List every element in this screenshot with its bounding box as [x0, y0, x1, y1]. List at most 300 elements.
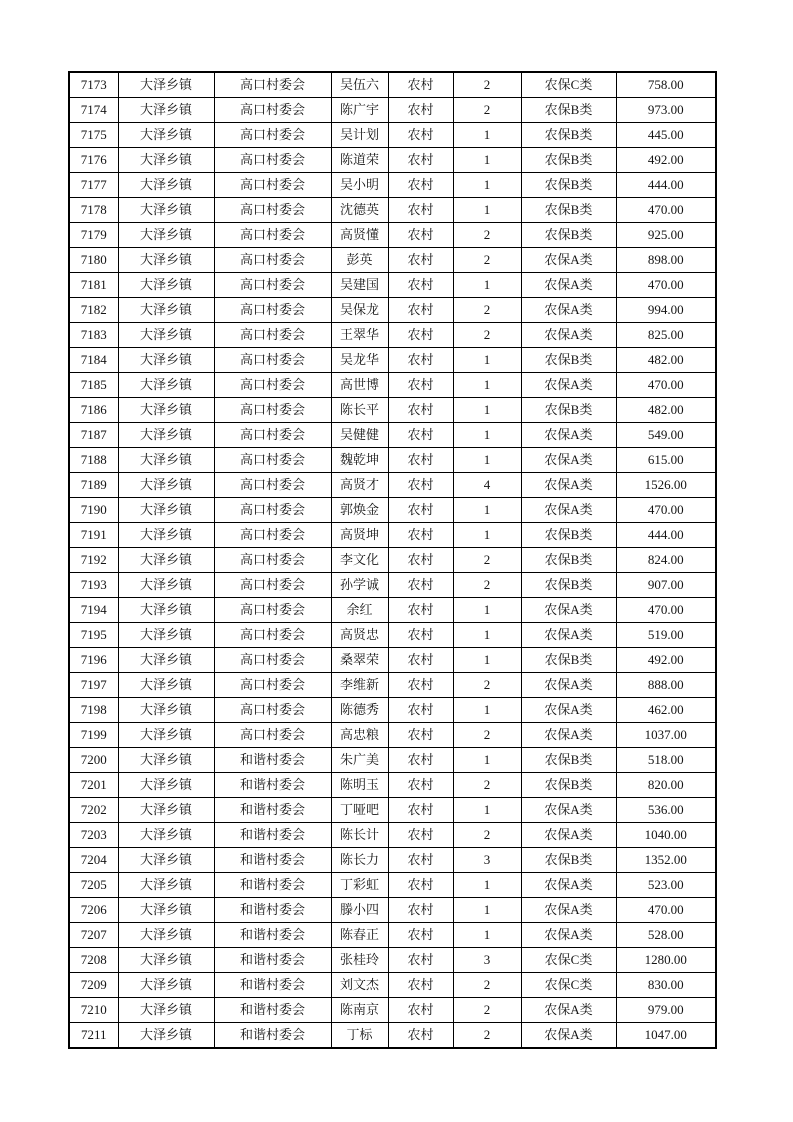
- area-type-cell: 农村: [388, 748, 453, 773]
- insurance-type-cell: 农保A类: [521, 448, 616, 473]
- person-name-cell: 陈长计: [331, 823, 388, 848]
- village-committee-cell: 高口村委会: [214, 223, 331, 248]
- person-name-cell: 陈德秀: [331, 698, 388, 723]
- person-count-cell: 2: [453, 248, 521, 273]
- area-type-cell: 农村: [388, 873, 453, 898]
- serial-number-cell: 7183: [69, 323, 118, 348]
- serial-number-cell: 7198: [69, 698, 118, 723]
- table-row: [69, 898, 716, 923]
- town-cell: 大泽乡镇: [118, 548, 214, 573]
- village-committee-cell: 高口村委会: [214, 198, 331, 223]
- amount-cell: 519.00: [616, 623, 716, 648]
- amount-cell: 549.00: [616, 423, 716, 448]
- person-count-cell: 1: [453, 148, 521, 173]
- person-name-cell: 朱广美: [331, 748, 388, 773]
- town-cell: 大泽乡镇: [118, 873, 214, 898]
- area-type-cell: 农村: [388, 698, 453, 723]
- serial-number-cell: 7189: [69, 473, 118, 498]
- person-name-cell: 张桂玲: [331, 948, 388, 973]
- serial-number-cell: 7203: [69, 823, 118, 848]
- area-type-cell: 农村: [388, 98, 453, 123]
- amount-cell: 994.00: [616, 298, 716, 323]
- serial-number-cell: 7176: [69, 148, 118, 173]
- area-type-cell: 农村: [388, 298, 453, 323]
- amount-cell: 462.00: [616, 698, 716, 723]
- village-committee-cell: 高口村委会: [214, 673, 331, 698]
- person-name-cell: 高贤坤: [331, 523, 388, 548]
- table-row: [69, 723, 716, 748]
- person-count-cell: 2: [453, 72, 521, 98]
- amount-cell: 492.00: [616, 148, 716, 173]
- table-row: [69, 973, 716, 998]
- serial-number-cell: 7201: [69, 773, 118, 798]
- person-count-cell: 2: [453, 548, 521, 573]
- village-committee-cell: 高口村委会: [214, 423, 331, 448]
- person-count-cell: 2: [453, 673, 521, 698]
- person-count-cell: 2: [453, 223, 521, 248]
- serial-number-cell: 7192: [69, 548, 118, 573]
- table-row: [69, 248, 716, 273]
- person-count-cell: 4: [453, 473, 521, 498]
- table-row: [69, 273, 716, 298]
- insurance-type-cell: 农保B类: [521, 398, 616, 423]
- serial-number-cell: 7190: [69, 498, 118, 523]
- amount-cell: 979.00: [616, 998, 716, 1023]
- area-type-cell: 农村: [388, 923, 453, 948]
- town-cell: 大泽乡镇: [118, 348, 214, 373]
- serial-number-cell: 7205: [69, 873, 118, 898]
- insurance-type-cell: 农保A类: [521, 273, 616, 298]
- insurance-type-cell: 农保B类: [521, 123, 616, 148]
- serial-number-cell: 7181: [69, 273, 118, 298]
- person-count-cell: 1: [453, 448, 521, 473]
- village-committee-cell: 和谐村委会: [214, 873, 331, 898]
- town-cell: 大泽乡镇: [118, 848, 214, 873]
- person-count-cell: 1: [453, 273, 521, 298]
- area-type-cell: 农村: [388, 198, 453, 223]
- insurance-type-cell: 农保A类: [521, 998, 616, 1023]
- person-count-cell: 2: [453, 823, 521, 848]
- person-name-cell: 吴保龙: [331, 298, 388, 323]
- table-row: [69, 648, 716, 673]
- amount-cell: 824.00: [616, 548, 716, 573]
- insurance-type-cell: 农保A类: [521, 623, 616, 648]
- area-type-cell: 农村: [388, 223, 453, 248]
- amount-cell: 536.00: [616, 798, 716, 823]
- table-row: [69, 298, 716, 323]
- person-count-cell: 1: [453, 123, 521, 148]
- insurance-type-cell: 农保A类: [521, 423, 616, 448]
- table-row: [69, 598, 716, 623]
- serial-number-cell: 7204: [69, 848, 118, 873]
- amount-cell: 523.00: [616, 873, 716, 898]
- serial-number-cell: 7202: [69, 798, 118, 823]
- area-type-cell: 农村: [388, 148, 453, 173]
- table-row: [69, 173, 716, 198]
- person-name-cell: 余红: [331, 598, 388, 623]
- village-committee-cell: 高口村委会: [214, 123, 331, 148]
- person-count-cell: 1: [453, 898, 521, 923]
- amount-cell: 470.00: [616, 373, 716, 398]
- amount-cell: 1280.00: [616, 948, 716, 973]
- amount-cell: 907.00: [616, 573, 716, 598]
- table-row: [69, 448, 716, 473]
- insurance-type-cell: 农保B类: [521, 348, 616, 373]
- village-committee-cell: 高口村委会: [214, 98, 331, 123]
- pension-payment-table: [68, 71, 717, 1049]
- village-committee-cell: 高口村委会: [214, 298, 331, 323]
- person-name-cell: 郭焕金: [331, 498, 388, 523]
- serial-number-cell: 7194: [69, 598, 118, 623]
- table-row: [69, 323, 716, 348]
- person-name-cell: 陈春正: [331, 923, 388, 948]
- village-committee-cell: 高口村委会: [214, 448, 331, 473]
- amount-cell: 482.00: [616, 348, 716, 373]
- town-cell: 大泽乡镇: [118, 298, 214, 323]
- person-name-cell: 吴健健: [331, 423, 388, 448]
- table-row: [69, 798, 716, 823]
- village-committee-cell: 高口村委会: [214, 623, 331, 648]
- table-row: [69, 473, 716, 498]
- serial-number-cell: 7174: [69, 98, 118, 123]
- table-row: [69, 98, 716, 123]
- person-name-cell: 吴龙华: [331, 348, 388, 373]
- village-committee-cell: 和谐村委会: [214, 1023, 331, 1049]
- insurance-type-cell: 农保A类: [521, 373, 616, 398]
- person-count-cell: 2: [453, 323, 521, 348]
- town-cell: 大泽乡镇: [118, 248, 214, 273]
- village-committee-cell: 高口村委会: [214, 323, 331, 348]
- town-cell: 大泽乡镇: [118, 673, 214, 698]
- village-committee-cell: 和谐村委会: [214, 973, 331, 998]
- person-name-cell: 沈德英: [331, 198, 388, 223]
- insurance-type-cell: 农保A类: [521, 1023, 616, 1049]
- person-name-cell: 王翠华: [331, 323, 388, 348]
- person-count-cell: 2: [453, 98, 521, 123]
- serial-number-cell: 7188: [69, 448, 118, 473]
- person-count-cell: 1: [453, 873, 521, 898]
- village-committee-cell: 和谐村委会: [214, 848, 331, 873]
- table-row: [69, 398, 716, 423]
- serial-number-cell: 7191: [69, 523, 118, 548]
- person-name-cell: 桑翠荣: [331, 648, 388, 673]
- person-name-cell: 丁彩虹: [331, 873, 388, 898]
- person-name-cell: 孙学诚: [331, 573, 388, 598]
- area-type-cell: 农村: [388, 373, 453, 398]
- table-row: [69, 498, 716, 523]
- table-row: [69, 373, 716, 398]
- village-committee-cell: 高口村委会: [214, 72, 331, 98]
- amount-cell: 615.00: [616, 448, 716, 473]
- town-cell: 大泽乡镇: [118, 698, 214, 723]
- village-committee-cell: 高口村委会: [214, 573, 331, 598]
- town-cell: 大泽乡镇: [118, 823, 214, 848]
- table-row: [69, 998, 716, 1023]
- person-count-cell: 1: [453, 373, 521, 398]
- insurance-type-cell: 农保A类: [521, 823, 616, 848]
- person-name-cell: 吴计划: [331, 123, 388, 148]
- person-count-cell: 2: [453, 998, 521, 1023]
- serial-number-cell: 7186: [69, 398, 118, 423]
- town-cell: 大泽乡镇: [118, 1023, 214, 1049]
- amount-cell: 1526.00: [616, 473, 716, 498]
- town-cell: 大泽乡镇: [118, 423, 214, 448]
- serial-number-cell: 7195: [69, 623, 118, 648]
- serial-number-cell: 7173: [69, 72, 118, 98]
- person-count-cell: 2: [453, 973, 521, 998]
- person-count-cell: 3: [453, 948, 521, 973]
- area-type-cell: 农村: [388, 848, 453, 873]
- person-name-cell: 吴小明: [331, 173, 388, 198]
- serial-number-cell: 7175: [69, 123, 118, 148]
- area-type-cell: 农村: [388, 72, 453, 98]
- village-committee-cell: 和谐村委会: [214, 773, 331, 798]
- person-count-cell: 2: [453, 1023, 521, 1049]
- village-committee-cell: 和谐村委会: [214, 898, 331, 923]
- area-type-cell: 农村: [388, 423, 453, 448]
- insurance-type-cell: 农保A类: [521, 298, 616, 323]
- village-committee-cell: 高口村委会: [214, 698, 331, 723]
- town-cell: 大泽乡镇: [118, 648, 214, 673]
- village-committee-cell: 高口村委会: [214, 498, 331, 523]
- table-row: [69, 223, 716, 248]
- village-committee-cell: 高口村委会: [214, 523, 331, 548]
- area-type-cell: 农村: [388, 898, 453, 923]
- amount-cell: 470.00: [616, 498, 716, 523]
- village-committee-cell: 高口村委会: [214, 273, 331, 298]
- person-count-cell: 1: [453, 498, 521, 523]
- area-type-cell: 农村: [388, 173, 453, 198]
- town-cell: 大泽乡镇: [118, 323, 214, 348]
- serial-number-cell: 7206: [69, 898, 118, 923]
- village-committee-cell: 和谐村委会: [214, 948, 331, 973]
- person-count-cell: 1: [453, 698, 521, 723]
- insurance-type-cell: 农保A类: [521, 323, 616, 348]
- insurance-type-cell: 农保A类: [521, 698, 616, 723]
- person-count-cell: 3: [453, 848, 521, 873]
- person-count-cell: 1: [453, 748, 521, 773]
- serial-number-cell: 7193: [69, 573, 118, 598]
- insurance-type-cell: 农保B类: [521, 523, 616, 548]
- serial-number-cell: 7200: [69, 748, 118, 773]
- insurance-type-cell: 农保A类: [521, 498, 616, 523]
- person-name-cell: 李文化: [331, 548, 388, 573]
- person-name-cell: 陈长力: [331, 848, 388, 873]
- insurance-type-cell: 农保A类: [521, 873, 616, 898]
- area-type-cell: 农村: [388, 348, 453, 373]
- village-committee-cell: 和谐村委会: [214, 823, 331, 848]
- person-name-cell: 陈南京: [331, 998, 388, 1023]
- town-cell: 大泽乡镇: [118, 473, 214, 498]
- amount-cell: 470.00: [616, 273, 716, 298]
- town-cell: 大泽乡镇: [118, 923, 214, 948]
- serial-number-cell: 7208: [69, 948, 118, 973]
- area-type-cell: 农村: [388, 998, 453, 1023]
- table-row: [69, 348, 716, 373]
- person-count-cell: 1: [453, 173, 521, 198]
- town-cell: 大泽乡镇: [118, 598, 214, 623]
- table-row: [69, 623, 716, 648]
- village-committee-cell: 高口村委会: [214, 348, 331, 373]
- amount-cell: 518.00: [616, 748, 716, 773]
- insurance-type-cell: 农保B类: [521, 223, 616, 248]
- person-name-cell: 高贤忠: [331, 623, 388, 648]
- table-row: [69, 423, 716, 448]
- amount-cell: 1352.00: [616, 848, 716, 873]
- insurance-type-cell: 农保C类: [521, 973, 616, 998]
- area-type-cell: 农村: [388, 248, 453, 273]
- amount-cell: 482.00: [616, 398, 716, 423]
- person-count-cell: 1: [453, 623, 521, 648]
- area-type-cell: 农村: [388, 448, 453, 473]
- insurance-type-cell: 农保A类: [521, 673, 616, 698]
- table-row: [69, 573, 716, 598]
- person-count-cell: 2: [453, 573, 521, 598]
- area-type-cell: 农村: [388, 673, 453, 698]
- insurance-type-cell: 农保A类: [521, 798, 616, 823]
- table-row: [69, 873, 716, 898]
- table-row: [69, 948, 716, 973]
- person-name-cell: 高贤才: [331, 473, 388, 498]
- town-cell: 大泽乡镇: [118, 373, 214, 398]
- village-committee-cell: 高口村委会: [214, 148, 331, 173]
- person-count-cell: 1: [453, 598, 521, 623]
- area-type-cell: 农村: [388, 473, 453, 498]
- table-row: [69, 548, 716, 573]
- amount-cell: 470.00: [616, 898, 716, 923]
- serial-number-cell: 7211: [69, 1023, 118, 1049]
- person-count-cell: 2: [453, 298, 521, 323]
- serial-number-cell: 7196: [69, 648, 118, 673]
- town-cell: 大泽乡镇: [118, 998, 214, 1023]
- insurance-type-cell: 农保A类: [521, 723, 616, 748]
- village-committee-cell: 高口村委会: [214, 548, 331, 573]
- amount-cell: 925.00: [616, 223, 716, 248]
- amount-cell: 528.00: [616, 923, 716, 948]
- insurance-type-cell: 农保A类: [521, 473, 616, 498]
- town-cell: 大泽乡镇: [118, 173, 214, 198]
- amount-cell: 470.00: [616, 598, 716, 623]
- town-cell: 大泽乡镇: [118, 123, 214, 148]
- insurance-type-cell: 农保B类: [521, 548, 616, 573]
- insurance-type-cell: 农保B类: [521, 173, 616, 198]
- area-type-cell: 农村: [388, 498, 453, 523]
- town-cell: 大泽乡镇: [118, 573, 214, 598]
- serial-number-cell: 7185: [69, 373, 118, 398]
- village-committee-cell: 高口村委会: [214, 173, 331, 198]
- insurance-type-cell: 农保B类: [521, 648, 616, 673]
- town-cell: 大泽乡镇: [118, 748, 214, 773]
- area-type-cell: 农村: [388, 573, 453, 598]
- town-cell: 大泽乡镇: [118, 498, 214, 523]
- person-name-cell: 魏乾坤: [331, 448, 388, 473]
- person-name-cell: 丁哑吧: [331, 798, 388, 823]
- area-type-cell: 农村: [388, 598, 453, 623]
- amount-cell: 492.00: [616, 648, 716, 673]
- insurance-type-cell: 农保B类: [521, 198, 616, 223]
- town-cell: 大泽乡镇: [118, 898, 214, 923]
- town-cell: 大泽乡镇: [118, 523, 214, 548]
- amount-cell: 898.00: [616, 248, 716, 273]
- person-count-cell: 1: [453, 523, 521, 548]
- serial-number-cell: 7199: [69, 723, 118, 748]
- town-cell: 大泽乡镇: [118, 72, 214, 98]
- table-row: [69, 523, 716, 548]
- table-row: [69, 773, 716, 798]
- amount-cell: 825.00: [616, 323, 716, 348]
- person-count-cell: 1: [453, 398, 521, 423]
- area-type-cell: 农村: [388, 948, 453, 973]
- amount-cell: 973.00: [616, 98, 716, 123]
- village-committee-cell: 和谐村委会: [214, 798, 331, 823]
- insurance-type-cell: 农保C类: [521, 72, 616, 98]
- person-count-cell: 1: [453, 923, 521, 948]
- amount-cell: 888.00: [616, 673, 716, 698]
- town-cell: 大泽乡镇: [118, 198, 214, 223]
- area-type-cell: 农村: [388, 398, 453, 423]
- person-name-cell: 彭英: [331, 248, 388, 273]
- village-committee-cell: 和谐村委会: [214, 998, 331, 1023]
- serial-number-cell: 7210: [69, 998, 118, 1023]
- town-cell: 大泽乡镇: [118, 973, 214, 998]
- table-row: [69, 123, 716, 148]
- person-name-cell: 吴伍六: [331, 72, 388, 98]
- table-row: [69, 198, 716, 223]
- village-committee-cell: 高口村委会: [214, 373, 331, 398]
- insurance-type-cell: 农保B类: [521, 98, 616, 123]
- person-name-cell: 刘文杰: [331, 973, 388, 998]
- insurance-type-cell: 农保B类: [521, 773, 616, 798]
- amount-cell: 445.00: [616, 123, 716, 148]
- town-cell: 大泽乡镇: [118, 223, 214, 248]
- amount-cell: 820.00: [616, 773, 716, 798]
- town-cell: 大泽乡镇: [118, 798, 214, 823]
- person-name-cell: 陈广宇: [331, 98, 388, 123]
- village-committee-cell: 和谐村委会: [214, 923, 331, 948]
- table-row: [69, 1023, 716, 1049]
- table-row: [69, 848, 716, 873]
- area-type-cell: 农村: [388, 723, 453, 748]
- insurance-type-cell: 农保B类: [521, 148, 616, 173]
- village-committee-cell: 高口村委会: [214, 398, 331, 423]
- amount-cell: 444.00: [616, 523, 716, 548]
- amount-cell: 470.00: [616, 198, 716, 223]
- serial-number-cell: 7209: [69, 973, 118, 998]
- amount-cell: 830.00: [616, 973, 716, 998]
- serial-number-cell: 7182: [69, 298, 118, 323]
- village-committee-cell: 高口村委会: [214, 598, 331, 623]
- town-cell: 大泽乡镇: [118, 148, 214, 173]
- person-count-cell: 2: [453, 723, 521, 748]
- person-name-cell: 陈明玉: [331, 773, 388, 798]
- insurance-type-cell: 农保B类: [521, 848, 616, 873]
- table-row: [69, 72, 716, 98]
- area-type-cell: 农村: [388, 123, 453, 148]
- town-cell: 大泽乡镇: [118, 948, 214, 973]
- village-committee-cell: 和谐村委会: [214, 748, 331, 773]
- insurance-type-cell: 农保A类: [521, 248, 616, 273]
- table-body: [69, 72, 716, 1048]
- person-count-cell: 1: [453, 648, 521, 673]
- amount-cell: 1047.00: [616, 1023, 716, 1049]
- area-type-cell: 农村: [388, 823, 453, 848]
- amount-cell: 758.00: [616, 72, 716, 98]
- serial-number-cell: 7207: [69, 923, 118, 948]
- area-type-cell: 农村: [388, 648, 453, 673]
- serial-number-cell: 7178: [69, 198, 118, 223]
- area-type-cell: 农村: [388, 623, 453, 648]
- person-count-cell: 1: [453, 348, 521, 373]
